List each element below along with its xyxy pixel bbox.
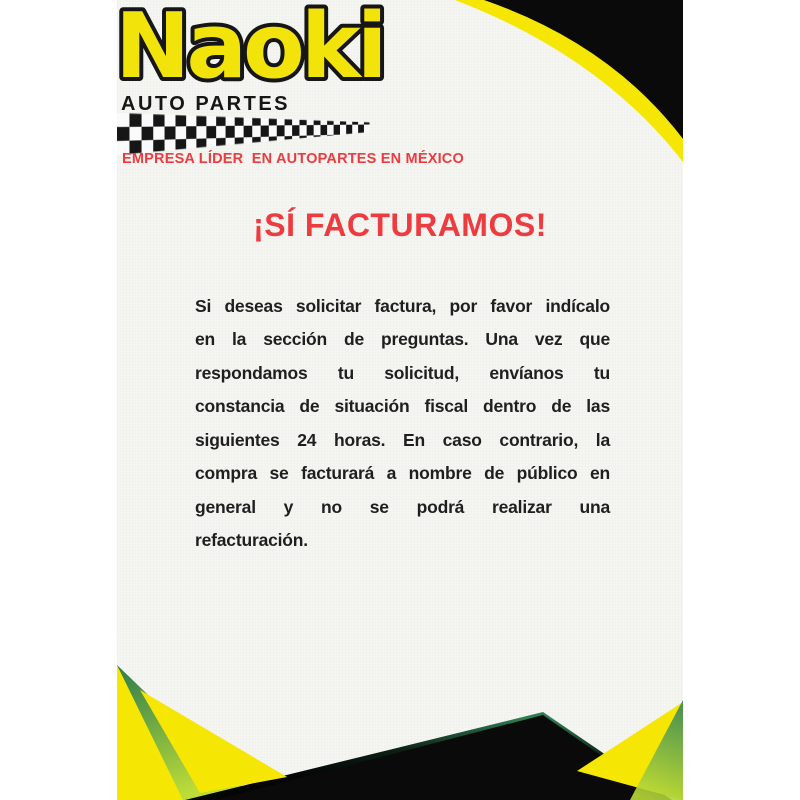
body-line: siguientes 24 horas. En caso contrario, la xyxy=(195,429,610,450)
body-line: general y no se podrá realizar una xyxy=(195,496,610,517)
brand-logo xyxy=(117,0,399,99)
brand-tagline: EMPRESA LÍDER EN AUTOPARTES EN MÉXICO xyxy=(122,151,464,167)
brand-logo-text: Naoki xyxy=(115,0,384,99)
body-line: en la sección de preguntas. Una vez que xyxy=(195,329,610,350)
body-line: constancia de situación fiscal dentro de las xyxy=(195,396,610,417)
flyer xyxy=(117,0,683,800)
corner-decoration-top-right xyxy=(453,0,683,165)
mountain-black xyxy=(215,715,665,800)
body-paragraph xyxy=(195,290,610,558)
body-line: respondamos tu solicitud, envíanos tu xyxy=(195,362,610,383)
body-line: refacturación. xyxy=(195,530,308,551)
body-line: Si deseas solicitar factura, por favor indícalo xyxy=(195,296,610,316)
brand-logo-subtext: AUTO PARTES xyxy=(121,93,290,115)
checkered-flag-icon xyxy=(117,113,370,155)
body-line: compra se facturará a nombre de público en xyxy=(195,463,610,484)
bottom-decoration xyxy=(117,650,683,800)
page-title: ¡SÍ FACTURAMOS! xyxy=(253,207,547,243)
